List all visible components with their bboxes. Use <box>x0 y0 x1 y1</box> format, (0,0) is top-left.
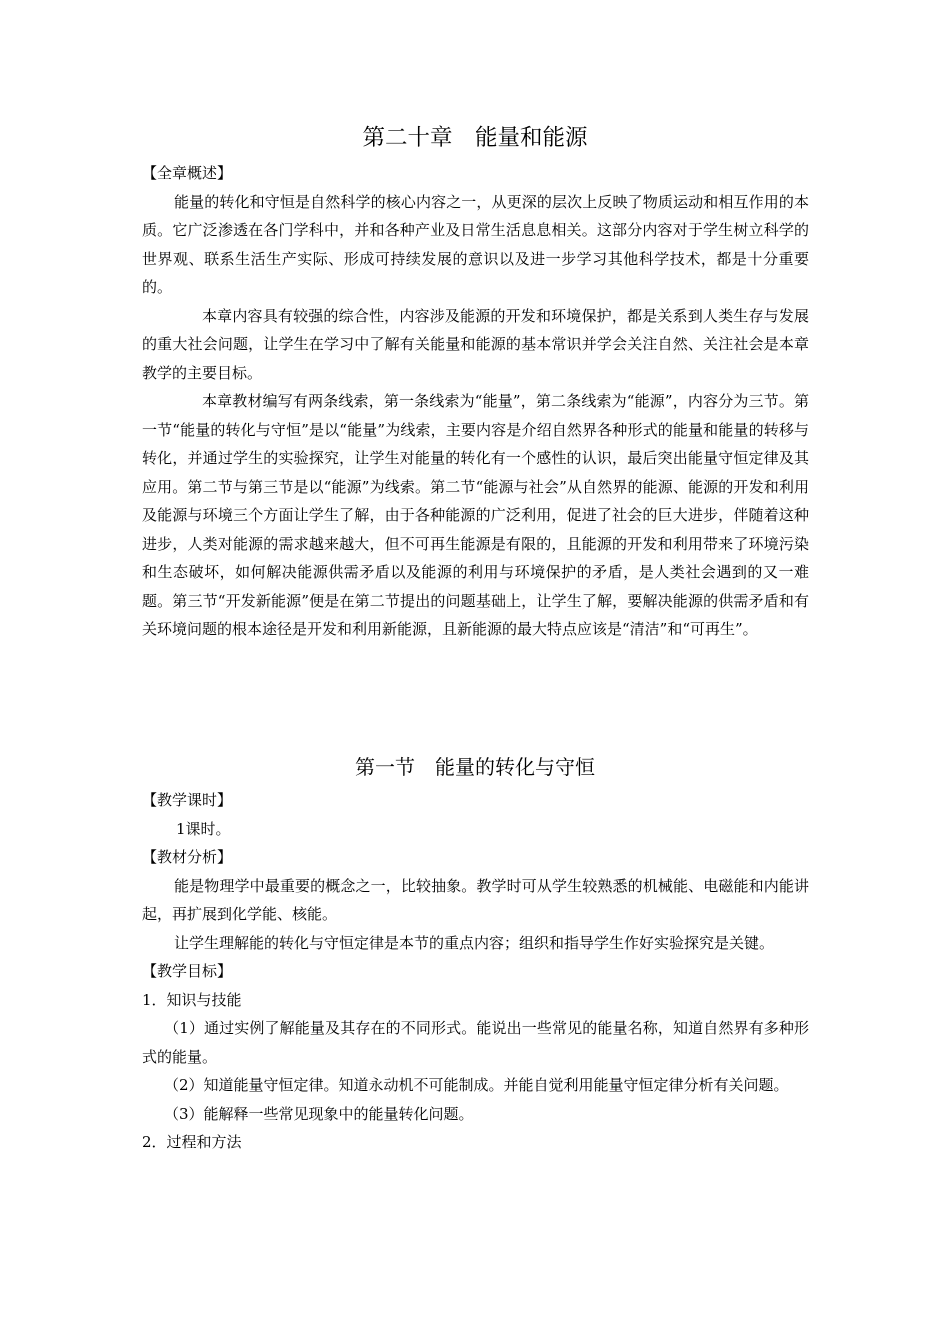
overview-heading: 【全章概述】 <box>142 164 233 182</box>
goal-1-item-1 <box>142 1014 809 1071</box>
analysis-paragraph-1: 能是物理学中最重要的概念之一，比较抽象。教学时可从学生较熟悉的机械能、电磁能和内能讲起，再扩展到化学能、核能。 <box>142 876 809 923</box>
chapter-title: 第二十章 能量和能源 <box>362 125 588 151</box>
goals-heading: 【教学目标】 <box>142 962 233 980</box>
goal-2-title: 2．过程和方法 <box>142 1133 242 1151</box>
goal-1-item-2 <box>142 1071 809 1100</box>
section-body <box>142 786 809 1157</box>
goal-1-item-1-text: （1）通过实例了解能量及其存在的不同形式。能说出一些常见的能量名称，知道自然界有多种形式的能量。 <box>142 1019 809 1066</box>
overview-paragraph-3: 本章教材编写有两条线索，第一条线索为“能量”，第二条线索为“能源”，内容分为三节。第一节“能量的转化与守恒”是以“能量”为线索，主要内容是介绍自然界各种形式的能量和能量的转移与转化，并通过学生的实验探究，让学生对能量的转化有一个感性的认识，最后突出能量守恒定律及其应用。第二节与第三节是以“能源”为线索。第二节“能源与社会”从自然界的能源、能源的开发和利用及能源与环境三个方面让学生了解，由于各种能源的广泛利用，促进了社会的巨大进步，伴随着这种进步，人类对能源的需求越来越大，但不可再生能源是有限的，且能源的开发和利用带来了环境污染和生态破坏，如何解决能源供需矛盾以及能源的利用与环境保护的矛盾，是人类社会遇到的又一难题。第三节“开发新能源”便是在第二节提出的问题基础上，让学生了解，要解决能源的供需矛盾和有关环境问题的根本途径是开发和利用新能源，且新能源的最大特点应该是“清洁”和“可再生”。 <box>142 392 809 638</box>
goal-1-item-3-text: （3）能解释一些常见现象中的能量转化问题。 <box>164 1104 474 1123</box>
goal-1-item-3 <box>142 1100 809 1129</box>
goal-1-item-2-text: （2）知道能量守恒定律。知道永动机不可能制成。并能自觉利用能量守恒定律分析有关问题。 <box>164 1076 789 1094</box>
hours-heading: 【教学课时】 <box>142 791 233 809</box>
section-title: 第一节 能量的转化与守恒 <box>355 755 595 779</box>
goal-1-title: 1．知识与技能 <box>142 990 242 1009</box>
hours-text: 1课时。 <box>176 819 231 838</box>
analysis-paragraph-2: 让学生理解能的转化与守恒定律是本节的重点内容；组织和指导学生作好实验探究是关键。 <box>174 933 775 952</box>
overview-section <box>142 159 809 644</box>
overview-paragraph-1: 能量的转化和守恒是自然科学的核心内容之一，从更深的层次上反映了物质运动和相互作用的本质。它广泛渗透在各门学科中，并和各种产业及日常生活息息相关。这部分内容对于学生树立科学的世界观、联系生活生产实际、形成可持续发展的意识以及进一步学习其他科学技术，都是十分重要的。 <box>142 192 809 296</box>
overview-paragraph-2: 本章内容具有较强的综合性，内容涉及能源的开发和环境保护，都是关系到人类生存与发展的重大社会问题，让学生在学习中了解有关能量和能源的基本常识并学会关注自然、关注社会是本章教学的主要目标。 <box>142 306 809 382</box>
analysis-heading: 【教材分析】 <box>142 848 233 866</box>
